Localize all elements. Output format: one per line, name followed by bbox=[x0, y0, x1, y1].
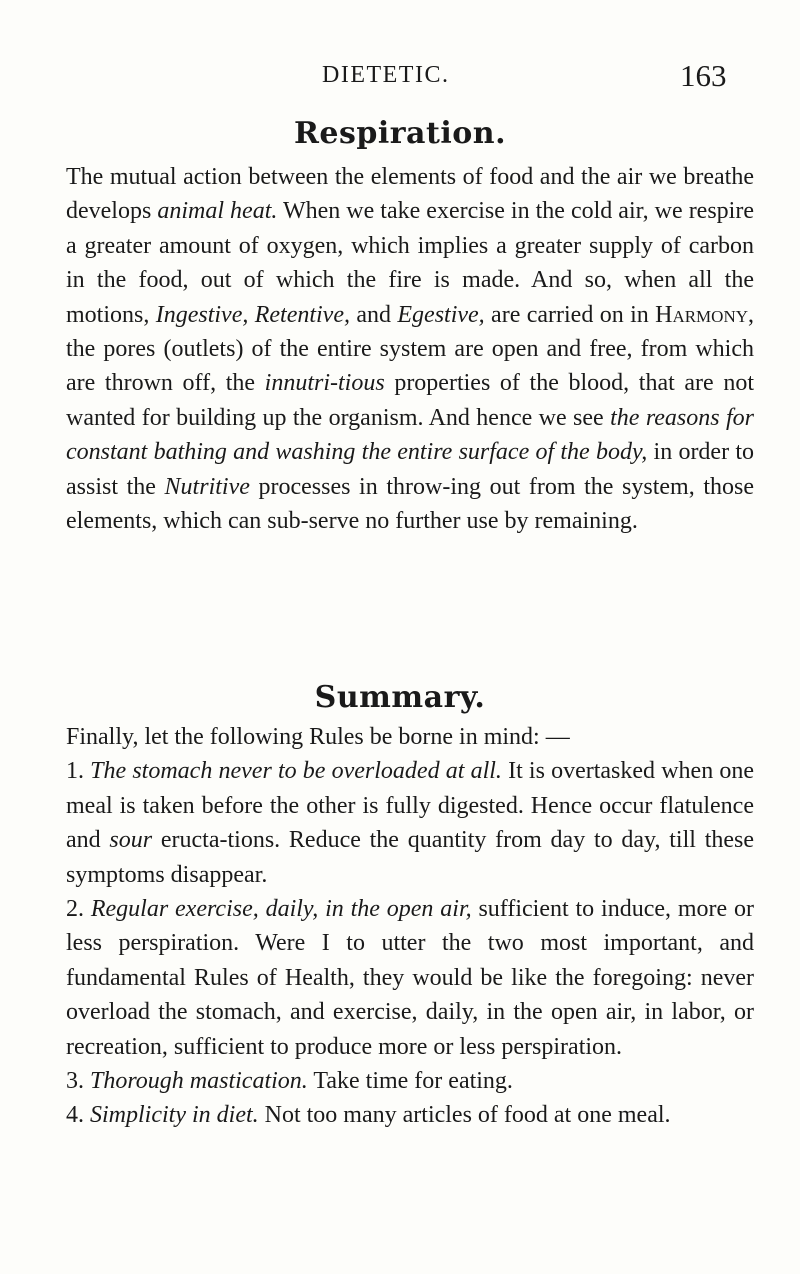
rule-1: 1. The stomach never to be overloaded at all. It is overtasked when one meal is taken before the other is fully digested. Hence occur flatulence and sour eructa-tions. Reduce the quantity from day to day, till these symptoms disappear. bbox=[66, 758, 755, 888]
running-header bbox=[0, 58, 800, 98]
rule-4: 4. Simplicity in diet. Not too many articles of food at one meal. bbox=[66, 1102, 671, 1129]
rule-3: 3. Thorough mastication. Take time for eating. bbox=[66, 1068, 513, 1095]
page-number: 163 bbox=[680, 58, 727, 93]
respiration-body bbox=[49, 160, 754, 538]
summary-intro: Finally, let the following Rules be borne in mind: — bbox=[66, 724, 570, 750]
respiration-paragraph: The mutual action between the elements of food and the air we breathe develops animal heat. When we take exercise in the cold air, we respire a greater amount of oxygen, which implies a greater supply of carbon in the food, out of which the fire is made. And so, when all the motions, Ingestive, Retentive, and Egestive, are carried on in Harmony, the pores (outlets) of the entire system are open and free, from which are thrown off, the innutri-tious properties of the blood, that are not wanted for building up the organism. And hence we see the reasons for constant bathing and washing the entire surface of the body, in order to assist the Nutritive processes in throw-ing out from the system, those elements, which can sub-serve no further use by remaining. bbox=[66, 164, 755, 535]
running-title: DIETETIC. bbox=[322, 62, 450, 88]
summary-body bbox=[49, 720, 754, 1133]
section-heading-respiration: Respiration. bbox=[293, 116, 507, 151]
section-heading-summary: Summary. bbox=[314, 680, 486, 715]
rule-2: 2. Regular exercise, daily, in the open air, sufficient to induce, more or less perspiration. Were I to utter the two most important, and fundamental Rules of Health, they would be like the foregoing: never overload the stomach, and exercise, daily, in the open air, in labor, or recreation, sufficient to produce more or less perspiration. bbox=[66, 896, 754, 1060]
